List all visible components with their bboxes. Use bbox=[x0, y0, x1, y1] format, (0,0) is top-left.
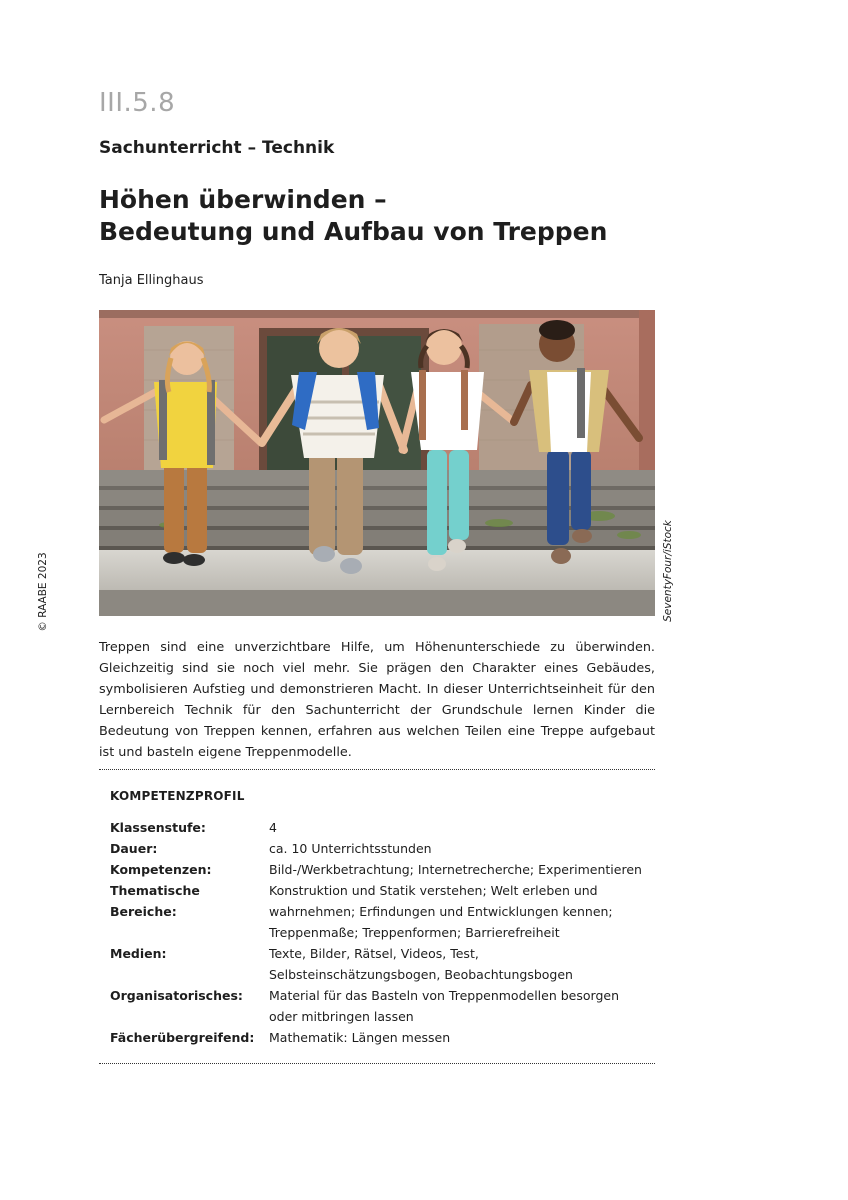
children-on-stairs-photo bbox=[99, 310, 655, 616]
kp-label: Medien: bbox=[110, 946, 167, 961]
kp-row-organisatorisches bbox=[110, 985, 650, 1027]
kompetenzprofil-heading: KOMPETENZPROFIL bbox=[110, 789, 245, 803]
kp-value: Texte, Bilder, Rätsel, Videos, Test, Selbsteinschätzungsbogen, Beobachtungsbogen bbox=[269, 946, 573, 982]
kp-label: Kompetenzen: bbox=[110, 862, 212, 877]
kp-row-medien bbox=[110, 943, 650, 985]
kp-label: Klassenstufe: bbox=[110, 820, 206, 835]
section-number: III.5.8 bbox=[99, 88, 176, 118]
kp-row-klassenstufe bbox=[110, 817, 650, 838]
kp-row-thematische-bereiche bbox=[110, 880, 650, 943]
title-line-2: Bedeutung und Aufbau von Treppen bbox=[99, 217, 608, 246]
intro-paragraph: Treppen sind eine unverzichtbare Hilfe, um Höhenunterschiede zu überwinden. Gleichzeitig sind sie noch viel mehr. Sie prägen den Charakter eines Gebäudes, symbolisieren Aufstieg und demonstrieren Macht. In dieser Unterrichtseinheit für den Lernbereich Technik für den Sachunterricht der Grundschule lernen Kinder die Bedeutung von Treppen kennen, erfahren aus welchen Teilen eine Treppe aufgebaut ist und basteln eigene Treppenmodelle. bbox=[99, 640, 655, 760]
kp-label: Organisatorisches: bbox=[110, 988, 243, 1003]
divider-bottom bbox=[99, 1063, 655, 1064]
cover-photo bbox=[99, 310, 655, 616]
page-title bbox=[99, 184, 607, 248]
kp-label: Dauer: bbox=[110, 841, 158, 856]
kp-value: Konstruktion und Statik verstehen; Welt erleben und wahrnehmen; Erfindungen und Entwicklungen kennen; Treppenmaße; Treppenformen; Barrierefreiheit bbox=[269, 883, 613, 940]
kp-row-kompetenzen bbox=[110, 859, 650, 880]
photo-credit: SeventyFour/iStock bbox=[662, 520, 674, 622]
subject-heading: Sachunterricht – Technik bbox=[99, 138, 335, 158]
kp-row-dauer bbox=[110, 838, 650, 859]
title-line-1: Höhen überwinden – bbox=[99, 185, 387, 214]
kp-value: Mathematik: Längen messen bbox=[269, 1030, 451, 1045]
copyright-notice: © RAABE 2023 bbox=[37, 552, 49, 632]
kp-label: Thematische Bereiche: bbox=[110, 883, 200, 919]
author: Tanja Ellinghaus bbox=[99, 273, 204, 288]
divider-top bbox=[99, 769, 655, 770]
kompetenzprofil-table bbox=[110, 817, 650, 1048]
kp-value: ca. 10 Unterrichtsstunden bbox=[269, 841, 432, 856]
kp-row-faecheruebergreifend bbox=[110, 1027, 650, 1048]
kp-value: 4 bbox=[269, 820, 277, 835]
kp-value: Bild-/Werkbetrachtung; Internetrecherche; Experimentieren bbox=[269, 862, 642, 877]
kp-value: Material für das Basteln von Treppenmodellen besorgen oder mitbringen lassen bbox=[269, 988, 619, 1024]
kp-label: Fächerübergreifend: bbox=[110, 1030, 255, 1045]
